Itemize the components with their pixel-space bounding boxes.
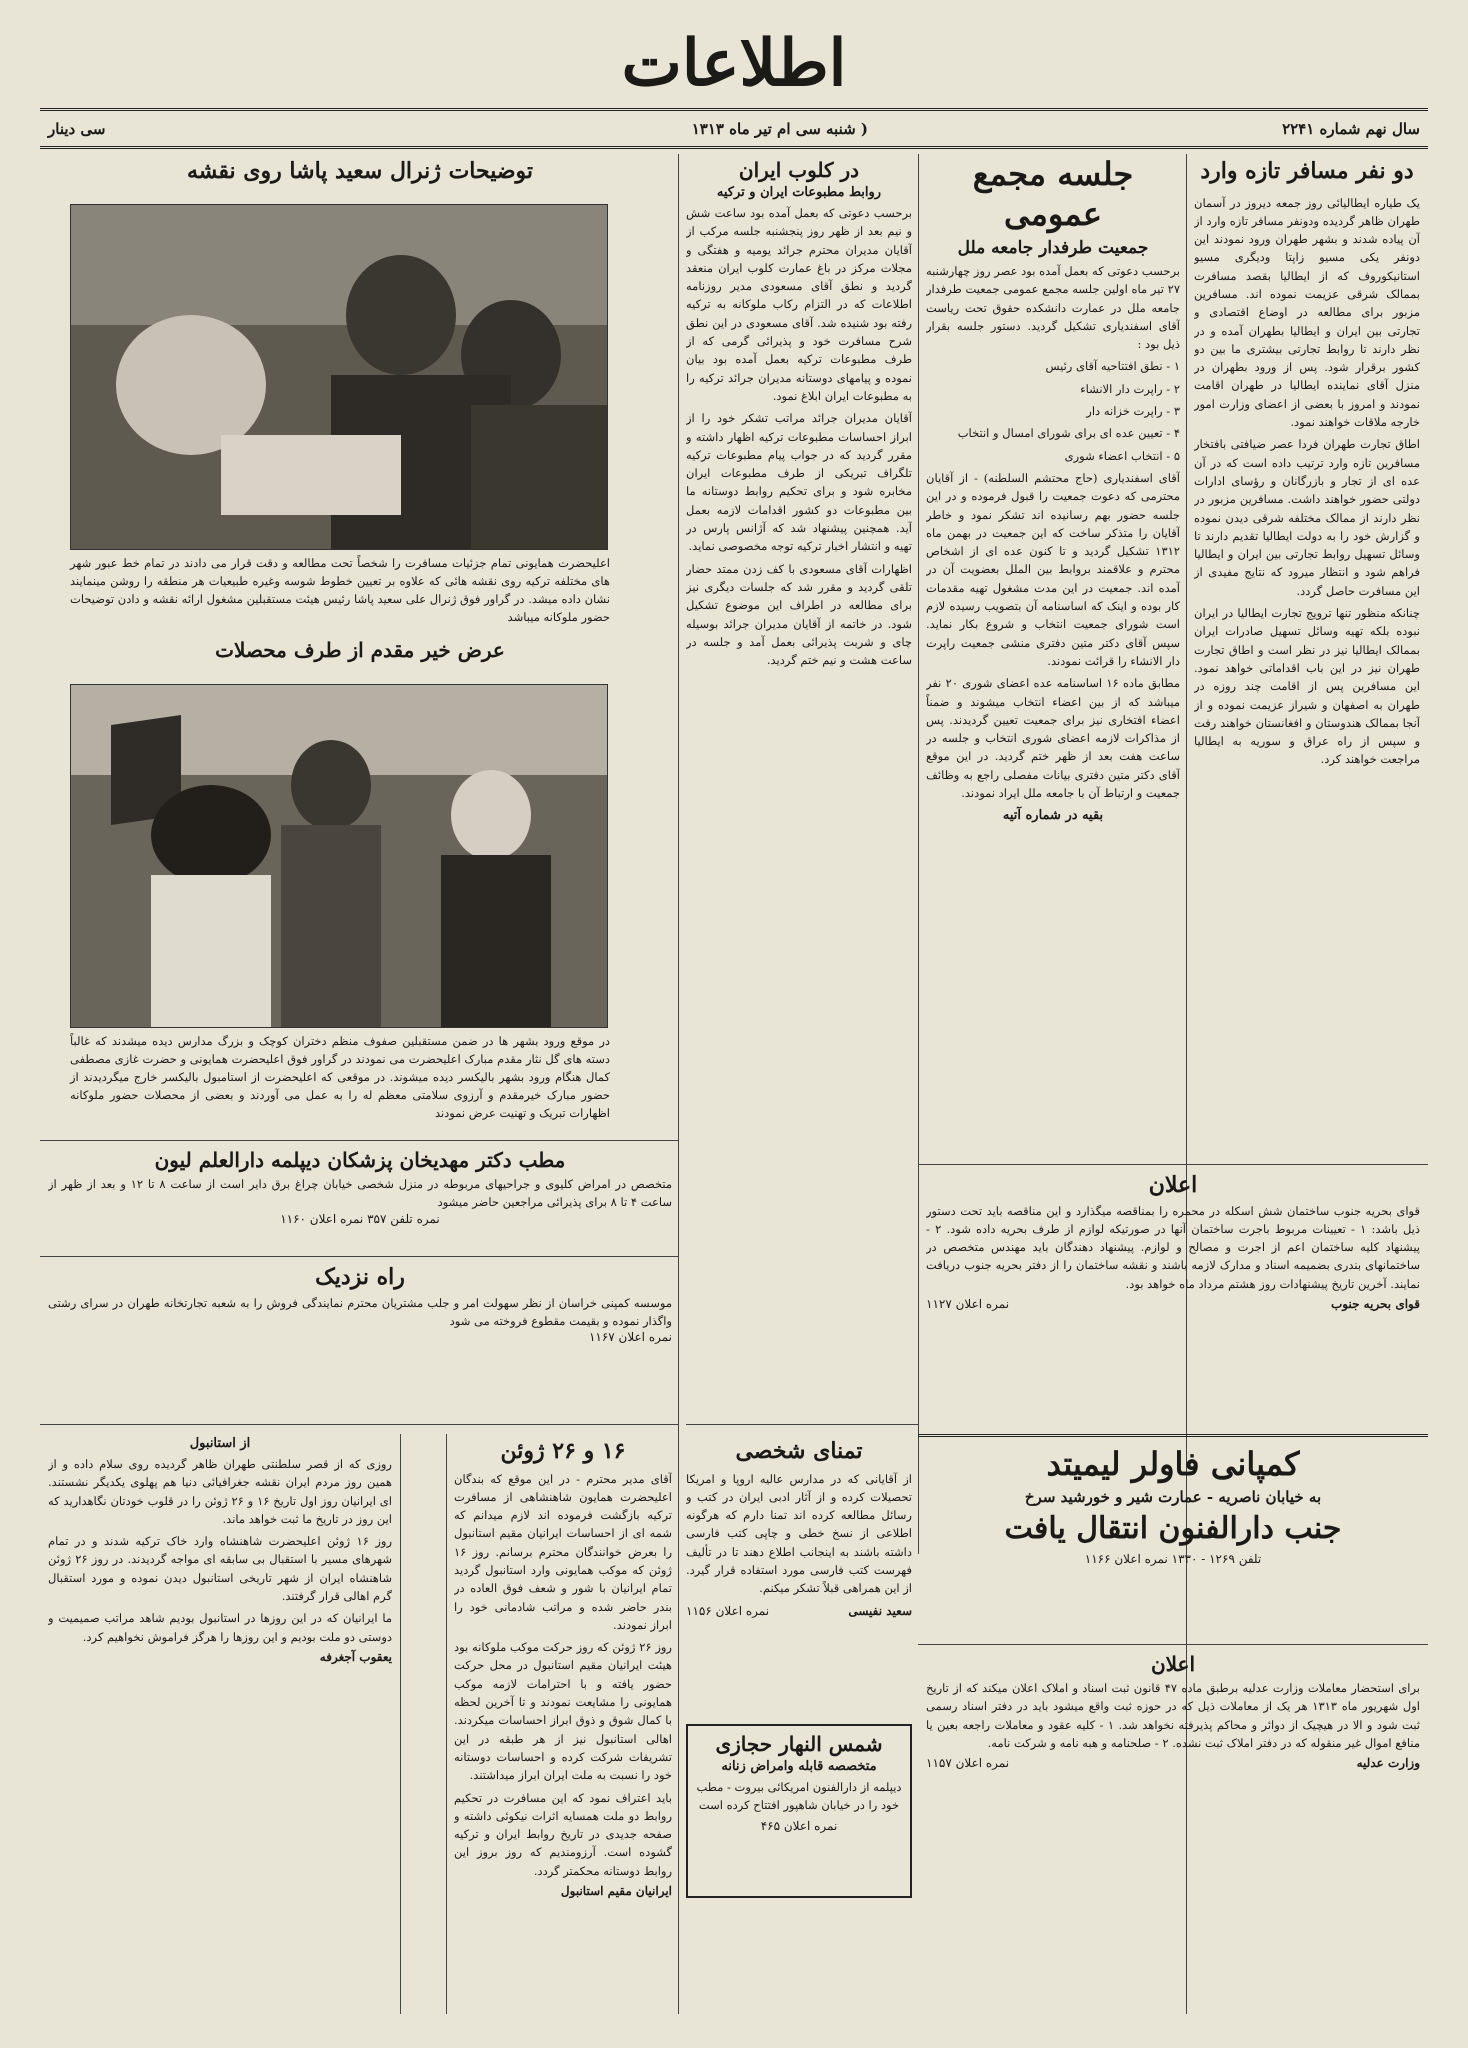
photo-general-map [70, 204, 608, 550]
agenda-item: ۵ - انتخاب اعضاء شوری [1064, 448, 1180, 463]
paragraph: روز ۱۶ ژوئن اعلیحضرت شاهنشاه وارد خاک ترکیه شدند و در تمام شهرهای مسیر با استقبال بی سابقه ای مواجه گردیدند. در روز ۲۶ ژوئن شاهنشاه ایران از شهر تاریخی استانبول دیدن نموده و مورد استقبال گرم اهالی قرار گرفتند. [48, 1534, 392, 1604]
headline: در کلوب ایران [738, 158, 860, 182]
paragraph: مطابق ماده ۱۶ اساسنامه عده اعضای شوری ۲۰ نفر میباشد که از بین اعضاء انتخاب میشوند و ضمناً اعضاء افتخاری نیز برای جمعیت تعیین گردیدند. پس از مذاکرات لازمه اعضای شوری انتخاب و جلسه در ساعت هفت بعد از ظهر ختم گردید. در این موقع آقای دکتر متین دفتری بیانات مفصلی راجع به وظائف جمعیت و ارتباط آن با جامعه ملل ایراد نمودند. [926, 676, 1180, 801]
midwife-ad [686, 1724, 912, 1898]
article-signature: ایرانیان مقیم استانبول [560, 1884, 672, 1899]
section-rule [918, 1434, 1428, 1437]
notice-body: قوای بحریه جنوب ساختمان شش اسکله در محمره را بمناقصه میگذارد و این مناقصه باید تحت دستور ذیل باشد: ۱ - تعیینات مربوط باجرت ساختمان آنها در صورتیکه لوازم از طرف بحریه داده شود. ۲ - پیشنهاد کلیه ساختمان اعم از اجرت و مصالح و لوازم. پیشنهاد دهندگان باید مهندس متخصص در ساختمانهای بندری بضمیمه اسناد و مدارک لازمه باشند و نقشه ساختمان را از دفتر بحریه جنوب دریافت نمایند. آخرین تاریخ پیشنهادات روز هشتم مرداد ماه خواهد بود. [926, 1203, 1420, 1291]
agenda-item: ۲ - راپرت دار الانشاء [1080, 381, 1180, 396]
masthead [40, 24, 1428, 104]
notice-number: نمره اعلان ۱۱۲۷ [926, 1296, 1010, 1311]
agenda-item: ۳ - راپرت خزانه دار [1086, 404, 1180, 419]
headline: توضیحات ژنرال سعید پاشا روی نقشه [186, 158, 534, 184]
article-body [926, 262, 1180, 802]
article-signature: یعقوب آجغرفه [319, 1649, 392, 1664]
section-rule [686, 1424, 918, 1425]
article-body [454, 1470, 672, 1881]
photo1-caption: اعلیحضرت همایونی تمام جزئیات مسافرت را شخصاً تحت مطالعه و دقت قرار می دادند در تمام خط عبور شهر های مختلفه ترکیه روی نقشه هائی که علاوه بر تعیین خطوط شوسه وغیره طبیعیات هر منطقه را روشن مینمایند نشان داده میشد. در گراور فوق ژنرال علی سعید پاشا رئیس هیئت مستقبلین مشغول ارائه نقشه و دادن توضیحات حضور ملوکانه میباشد [70, 556, 610, 624]
headline: جلسه مجمع عمومی [972, 155, 1134, 233]
photo1-headline-wrap [48, 154, 672, 194]
paragraph: یک طیاره ایطالیائی روز جمعه دیروز در آسمان طهران ظاهر گردیده ودونفر مسافر تازه وارد از آن پیاده شدند و بشهر طهران ورود نمودند این دونفر یکی مسیو زاپتا ودیگری مسیو استانیکوروف که از ایطالیا بقصد مسافرت بممالک شرقی عزیمت نموده اند. مسافرین مزبور برای مطالعه در اوضاع اقتصادی و تجارتی بین ایران و ایطالیا بطهران آمده و در نظر دارند تا روابط تجارتی بیشتری ما بین دو کشور برقرار شود. پس از ورود بطهران در منزل آقای نماینده ایطالیا در طهران اقامت نمودند و امروز با بعضی از اعضای وزارت امور خارجه ملاقات خواهند نمود. [1194, 195, 1420, 430]
company-phone: تلفن ۱۲۶۹ - ۱۳۳۰ نمره اعلان ۱۱۶۶ [1084, 1551, 1262, 1566]
justice-notice [926, 1650, 1420, 2010]
notice-title: اعلان [1148, 1172, 1198, 1198]
paragraph: اظهارات آقای مسعودی با کف زدن ممتد حضار تلقی گردید و مقرر شد که جلسات دیگری نیز برای مطالعه در اطراف این موضوع تشکیل شود. در خاتمه از آقایان مدیران جرائد بوسیله چای و شربت پذیرائی بعمل آمد و جلسه در ساعت هشت و نیم ختم گردید. [686, 561, 912, 668]
paragraph: برحسب دعوتی که بعمل آمده بود ساعت شش و نیم بعد از ظهر روز پنجشنبه جلسه مرکب از آقایان مدیران محترم جرائد یومیه و هفتگی و مجلات مرکز در باغ عمارت کلوب ایران منعقد گردید و نطق آقای مسعودی مدیر روزنامه اطلاعات که در التزام رکاب ملوکانه به ترکیه رفته بود شنیده شد. آقای مسعودی در این نطق شرح مسافرت خود و پذیرائی گرمی که از طرف مطبوعات ترکیه بعمل آمده بود بیان نموده و پیامهای دوستانه مدیران جرائد ترکیه را به مطبوعات ایران ابلاغ نمود. [686, 206, 912, 403]
ad-specialty: متخصصه قابله وامراض زنانه [721, 1759, 877, 1774]
personal-request-box [686, 1434, 912, 1714]
article-body [686, 204, 912, 669]
ad-name: شمس النهار حجازی [715, 1732, 883, 1756]
box-notice-number: نمره اعلان ۱۱۵۶ [686, 1603, 770, 1618]
near-road-ad [48, 1262, 672, 1362]
column-divider [918, 154, 919, 1554]
ad-body: دیپلمه از دارالفنون امریکائی بیروت - مطب خود را در خیابان شاهپور افتتاح کرده است [696, 1780, 902, 1813]
subheadline: جمعیت طرفدار جامعه ملل [957, 238, 1149, 258]
paragraph: چنانکه منظور تنها ترویج تجارت ایطالیا در ایران نبوده بلکه تهیه وسائل تسهیل صادرات ایران بممالک ایطالیا نیز در نظر است و اطاق تجارت طهران نیز در این باب اقداماتی خواهد نمود. این مسافرین پس از اقامت چند روزه در طهران به اصفهان و شیراز عزیمت نموده و از آنجا بممالک هندوستان و افغانستان خواهند رفت و سپس از راه عراق و سوریه به ایطالیا مراجعت خواهند کرد. [1194, 606, 1420, 767]
near-notice: نمره اعلان ۱۱۶۷ [588, 1330, 672, 1345]
headline: دو نفر مسافر تازه وارد [1200, 158, 1414, 184]
source-line: از استانبول [189, 1436, 251, 1451]
article-body [48, 1455, 392, 1646]
newspaper-page [40, 24, 1428, 2024]
notice-signature: قوای بحریه جنوب [1330, 1296, 1420, 1311]
column-divider [400, 1434, 401, 2014]
box-title: تمنای شخصی [735, 1438, 863, 1464]
box-signature: سعید نفیسی [848, 1603, 912, 1618]
agenda-item: ۱ - نطق افتتاحیه آقای رئیس [1045, 359, 1180, 374]
paragraph: آقای اسفندیاری (حاج محتشم السلطنه) - از آقایان محترمی که دعوت جمعیت را قبول فرموده و در این جلسه حضور بهم رسانیده اند تشکر نمود و خاطر آقایان را متذکر ساخت که این جمعیت در بهمن ماه ۱۳۱۲ تشکیل گردید و تا کنون عده ای از اشخاص محترم و علاقمند بروابط بین الملل بعضویت آن در آمده اند. جمعیت در این مدت مشغول تهیه مقدمات کار بوده و اینک که اساسنامه آن بتصویب رسیده لازم است شورای جمعیت انتخاب و شروع بکار نماید. سپس آقای دکتر متین دفتری منشی جمعیت راپرت دار الانشاء را قرائت نمودند. [926, 470, 1180, 668]
issue-price: سی دینار [48, 120, 106, 138]
dateline [40, 116, 1428, 146]
paragraph: باید اعتراف نمود که این مسافرت در تحکیم روابط دو ملت همسایه اثرات نیکوئی داشته و صفحه جدیدی در تاریخ روابط ایران و ترکیه گشوده است. آرزومندیم که روز بروز این روابط دوستانه محکمتر گردد. [454, 1790, 672, 1878]
headline: ۱۶ و ۲۶ ژوئن [500, 1438, 626, 1464]
ad-notice-number: نمره اعلان ۴۶۵ [760, 1818, 838, 1833]
section-rule [918, 1644, 1428, 1645]
paragraph: روز ۲۶ ژوئن که روز حرکت موکب ملوکانه بود هیئت ایرانیان مقیم استانبول در محل حرکت حضور یافته و با احترامات لازمه موکب همایونی را مشایعت نمودند و تا آخرین لحظه با کمال شوق و ذوق ابراز احساسات میکردند. اهالی استانبول نیز از هر طبقه در این تشریفات شرکت کرده و احساسات دوستانه خود را نسبت به ملت ایران ابراز میداشتند. [454, 1640, 672, 1783]
headline: عرض خیر مقدم از طرف محصلات [215, 638, 505, 662]
company-address: به خیابان ناصریه - عمارت شیر و خورشید سرخ [1024, 1488, 1322, 1506]
near-body: موسسه کمپنی خراسان از نظر سهولت امر و جلب مشتریان محترم نمایندگی فروش را به شعبه تجارتخانه طهران در سرای رشتی واگذار نموده و بقیمت مقطوع فروخته می شود [48, 1295, 672, 1328]
company-moved: جنب دارالفنون انتقال یافت [1004, 1511, 1342, 1546]
continued-note: بقیه در شماره آتیه [1002, 808, 1104, 824]
notice-body: برای استحضار معاملات وزارت عدلیه برطبق ماده ۴۷ قانون ثبت اسناد و املاک اعلان میکند که از تاریخ اول شهریور ماه ۱۳۱۳ هر یک از معاملات ذیل که در حوزه ثبت واقع میشود باید در دفتر اسناد رسمی ثبت شود و الا در هیچیک از دوائر و محاکم پذیرفته نخواهد شد. ۱ - کلیه عقود و معاملات راجعه بعین یا منافع اموال غیر منقوله که در دفتر املاک ثبت نشده. ۲ - صلحنامه و هبه نامه و شرکت نامه. [926, 1681, 1420, 1750]
paragraph: برحسب دعوتی که بعمل آمده بود عصر روز چهارشنبه ۲۷ تیر ماه اولین جلسه مجمع عمومی جمعیت طرفدار جامعه ملل در عمارت دانشکده حقوق تحت ریاست آقای اسفندیاری تشکیل گردید. دستور جلسه بقرار ذیل بود : [926, 264, 1180, 352]
notice-title: اعلان [1150, 1652, 1196, 1676]
article-body [1194, 194, 1420, 769]
navy-tender-notice [926, 1170, 1420, 1400]
article-travelers [1194, 154, 1420, 1154]
section-rule [40, 1140, 678, 1141]
company-name: کمپانی فاولر لیمیتد [1046, 1445, 1300, 1483]
fowler-company-ad [926, 1440, 1420, 1640]
article-june-dates [454, 1434, 672, 2004]
near-title: راه نزدیک [315, 1264, 405, 1290]
subheadline: روابط مطبوعات ایران و ترکیه [716, 185, 882, 200]
clinic-notice: نمره تلفن ۳۵۷ نمره اعلان ۱۱۶۰ [280, 1211, 440, 1226]
photo-students-welcome [70, 684, 608, 1028]
paragraph: آقای مدیر محترم - در این موقع که بندگان اعلیحضرت همایون شاهنشاهی از مسافرت ترکیه بازگشت فرموده اند لازم میدانم که شمه ای از احساسات ایرانیان مقیم استانبول را بعرض خوانندگان محترم برسانم. روز ۱۶ ژوئن که موکب همایونی وارد استانبول گردید تمام ایرانیان با شور و شعف فوق العاده در بندر حاضر شده و مراتب شادمانی خود را ابراز نمودند. [454, 1471, 672, 1632]
masthead-rule [40, 108, 1428, 111]
clinic-body: متخصص در امراض کلیوی و جراحیهای مربوطه در منزل شخصی خیابان چراغ برق دایر است از ساعت ۸ تا ۱۲ و بعد از ظهر از ساعت ۴ تا ۸ برای پذیرائی مراجعین حاضر میشود [48, 1177, 672, 1210]
column-divider [678, 154, 679, 2014]
section-rule [918, 1164, 1428, 1165]
paragraph: ما ایرانیان که در این روزها در استانبول بودیم شاهد مراتب صمیمیت و دوستی دو ملت بودیم و این روزها را هرگز فراموش نخواهیم کرد. [48, 1611, 392, 1644]
column-divider [446, 1434, 447, 2014]
notice-number: نمره اعلان ۱۱۵۷ [926, 1756, 1010, 1771]
article-iran-club [686, 154, 912, 1584]
masthead-title: اطلاعات [621, 26, 847, 101]
section-rule [40, 1424, 678, 1425]
photo-students-image [71, 685, 607, 1027]
article-general-assembly [926, 154, 1180, 1154]
issue-number: سال نهم شماره ۲۲۴۱ [1282, 120, 1420, 138]
article-istanbul-letter [48, 1434, 392, 2004]
photo-officers-image [71, 205, 607, 549]
issue-date: ( شنبه سی ام تیر ماه ۱۳۱۳ [691, 120, 868, 138]
dateline-rule [40, 146, 1428, 149]
photo2-caption: در موقع ورود بشهر ها در ضمن مستقبلین صفوف منظم دختران کوچک و بزرگ مدارس دیده میشدند که غالباً دسته های گل نثار مقدم مبارک اعلیحضرت می نمودند در گراور فوق اعلیحضرت همایونی و حضرت غازی مصطفی کمال هنگام ورود بشهر بالیکسر دیده میشوند. در موقعی که اعلیحضرت از استامبول بالیکسر خارج میگردیدند از حضور مبارک خیرمقدم و آرزوی سلامتی معظم له را به عمل می آوردند و بعضی از محصلات حضور ملوکانه اظهارات تبریک و تهنیت عرض نمودند [70, 1034, 610, 1120]
paragraph: اطاق تجارت طهران فردا عصر ضیافتی بافتخار مسافرین تازه وارد ترتیب داده است که در آن عده ای از تجار و بازرگانان و رؤسای ادارات دولتی حضور خواهند داشت. مسافرین مزبور در نظر دارند از ممالک مختلفه شرقی دیدن نموده و گزارش خود را به دولت ایطالیا تقدیم دارند تا وسائل تسهیل روابط تجارتی بین ایران و ایطالیا فراهم شود و انتظار میرود که نتایج مفیدی از این مسافرت حاصل گردد. [1194, 437, 1420, 598]
section-rule [40, 1256, 678, 1257]
paragraph: روزی که از قصر سلطنتی طهران ظاهر گردیده روی سلام داده و از همین روز مردم ایران نقشه جغرافیائی دنیا هم پهلوی یکدیگر نشستند. ای ایرانیان روز اول تاریخ ۱۶ و ۲۶ ژوئن را در قلوب خودتان نگاهدارید که این روز در تاریخ ما ثبت خواهد ماند. [48, 1457, 392, 1526]
clinic-ad [48, 1146, 672, 1256]
clinic-title: مطب دکتر مهدیخان پزشکان دیپلمه دارالعلم لیون [154, 1148, 566, 1172]
box-body: از آقایانی که در مدارس عالیه اروپا و امریکا تحصیلات کرده و از آثار ادبی ایران در کتب و رسائل مطالعه کرده اند تمنا دارم که هرگونه اطلاعی از نسخ خطی و چاپی کتب فارسی داشته باشند به اینجانب اطلاع دهند تا در تألیف فهرست کتب فارسی مورد استفاده قرار گیرد. از این همراهی قبلاً تشکر میکنم. [686, 1471, 912, 1596]
notice-signature: وزارت عدلیه [1356, 1756, 1420, 1771]
paragraph: آقایان مدیران جرائد مراتب تشکر خود را از ابراز احساسات مطبوعات ترکیه اظهار داشته و مقرر گردید که در جواب پیام مطبوعات ترکیه تلگراف تبریکی از طرف مطبوعات ایران مخابره شود و برای تحکیم روابط دوستانه ما بین مطبوعات دو کشور اقدامات لازمه بعمل آید. همچنین پیشنهاد شد که آژانس پارس در تهیه و انتشار اخبار ترکیه توجه مخصوصی نماید. [686, 411, 912, 554]
agenda-item: ۴ - تعیین عده ای برای شورای امسال و انتخاب [957, 426, 1180, 441]
